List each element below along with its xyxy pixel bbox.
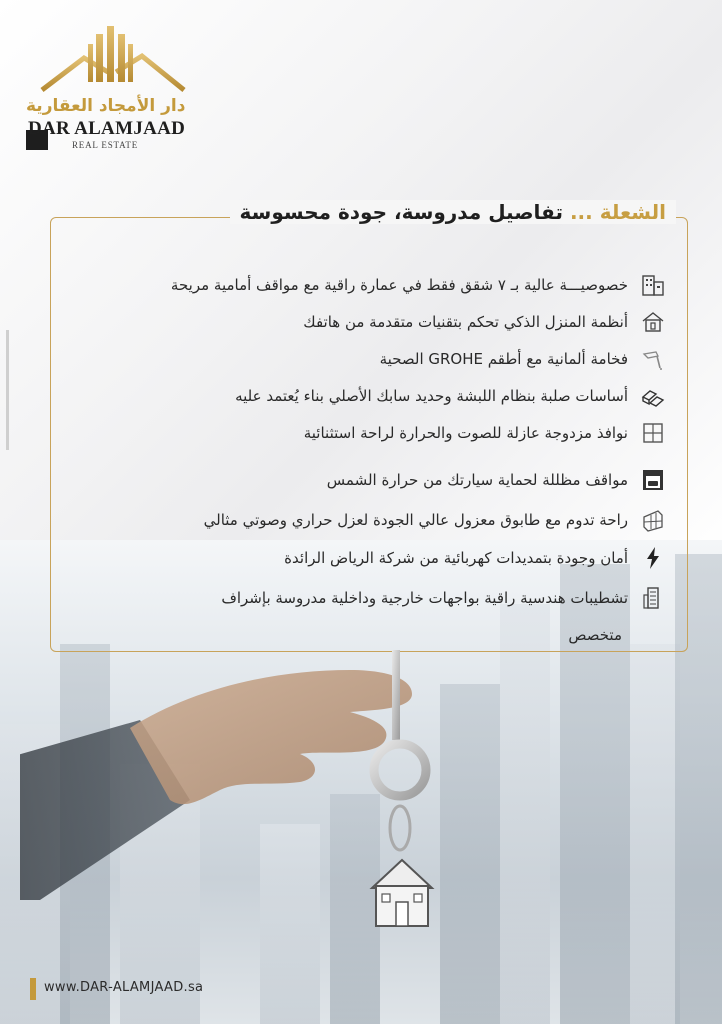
feature-text: أساسات صلبة بنظام اللبشة وحديد سابك الأصلي بناء يُعتمد عليه bbox=[235, 387, 628, 405]
feature-item bbox=[56, 344, 666, 374]
bricks-icon bbox=[640, 383, 666, 409]
section-title-main: تفاصيل مدروسة، جودة محسوسة bbox=[239, 200, 563, 224]
hand-holding-key-image bbox=[20, 650, 440, 980]
feature-item bbox=[56, 270, 666, 300]
feature-item bbox=[56, 307, 666, 337]
feature-item bbox=[56, 543, 666, 573]
garage-icon bbox=[640, 467, 666, 493]
wall-icon bbox=[640, 507, 666, 533]
feature-text: مواقف مظللة لحماية سيارتك من حرارة الشمس bbox=[326, 471, 628, 489]
feature-text: أنظمة المنزل الذكي تحكم بتقنيات متقدمة من هاتفك bbox=[303, 313, 628, 331]
feature-text: أمان وجودة بتمديدات كهربائية من شركة الرياض الرائدة bbox=[284, 549, 628, 567]
feature-text: خصوصيـــة عالية بـ ٧ شقق فقط في عمارة راقية مع مواقف أمامية مريحة bbox=[170, 276, 628, 294]
feature-item bbox=[56, 505, 666, 535]
feature-item bbox=[56, 583, 666, 613]
tower-icon bbox=[640, 585, 666, 611]
brand-name-english: DAR ALAMJAAD bbox=[28, 118, 186, 139]
website-url[interactable]: www.DAR-ALAMJAAD.sa bbox=[44, 980, 204, 995]
feature-item bbox=[56, 381, 666, 411]
feature-text: فخامة ألمانية مع أطقم GROHE الصحية bbox=[379, 350, 628, 368]
window-icon bbox=[640, 420, 666, 446]
feature-item bbox=[56, 465, 666, 495]
faucet-icon bbox=[640, 346, 666, 372]
lightning-icon bbox=[640, 545, 666, 571]
footer-accent-bar bbox=[30, 978, 36, 1000]
scroll-indicator bbox=[6, 330, 9, 450]
brand-name-arabic: دار الأمجاد العقارية bbox=[26, 96, 186, 116]
feature-text: نوافذ مزدوجة عازلة للصوت والحرارة لراحة استثنائية bbox=[303, 424, 628, 442]
feature-text: راحة تدوم مع طابوق معزول عالي الجودة لعزل حراري وصوتي مثالي bbox=[203, 511, 628, 529]
smart-home-icon bbox=[640, 309, 666, 335]
logo-emblem-icon bbox=[24, 22, 204, 102]
feature-text: تشطيبات هندسية راقية بواجهات خارجية وداخلية مدروسة بإشراف bbox=[221, 589, 628, 607]
feature-item bbox=[56, 418, 666, 448]
section-title-highlight: الشعلة ... bbox=[569, 200, 666, 224]
brand-tagline: REAL ESTATE bbox=[72, 140, 138, 150]
feature-text-continued: متخصص bbox=[568, 626, 622, 644]
building-icon bbox=[640, 272, 666, 298]
section-title bbox=[230, 200, 676, 224]
